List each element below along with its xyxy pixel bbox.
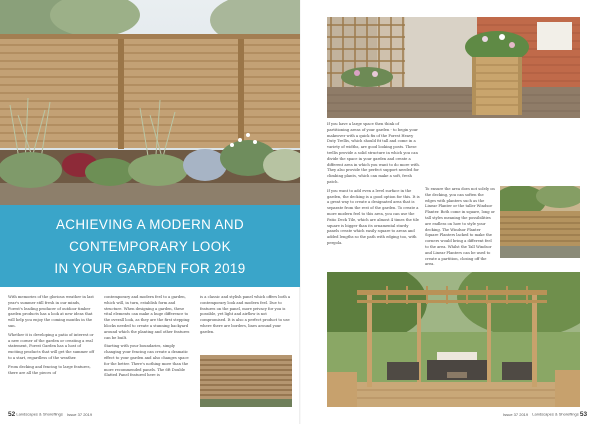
right-page-footer	[503, 411, 587, 418]
paragraph: If you want to add even a level surface in the garden, the decking is a good option for this. It is a great way to create a designated area that is separate from the rest of the garden. To create a more modern feel to this area, you can use the Patio Deck Tile, which are almost 4 times the tile square is bigger than its ornamental sturdy panels create which easily square to areas and added lengths so the path with edging too, with pergola.	[327, 188, 420, 245]
left-footer-magazine: Landscapes & Shoreflings	[16, 411, 63, 417]
left-article-column-3	[200, 295, 292, 339]
paragraph: To ensure the area does not solely on the decking, you can soften the edges with planters such as the Linear Planter or the taller Windsor Planter. Both come in square, long or tall styles meaning the possibilities are endless on how to style your decking. The Windsor Planter Square Planters lacked to make the corners would bring a different feel to the area. Whilst the Tall Windsor and Linear Planters can be used to create a partition, closing off the area.	[425, 187, 495, 267]
paragraph: With memories of the glorious weather in last year's summer still fresh in our minds, Forest's leading producer of outdoor timber garden products has a look at new ideas that will help you enjoy the coming months in the sun.	[8, 295, 94, 328]
headline-line-3: IN YOUR GARDEN FOR 2019	[54, 261, 246, 276]
headline-line-2: CONTEMPORARY LOOK	[69, 239, 231, 254]
paragraph: From decking and fencing to large features, there are all the pieces of	[8, 364, 91, 375]
paragraph: Starting with your boundaries, simply changing your fencing can create a dramatic effect to your garden and also changes space for the better. There's nothing more than the more recommended panels. The 6ft Double Slatted Panel featured here is	[104, 344, 189, 378]
slatted-panel-photo	[200, 355, 292, 407]
paragraph: is a classic and stylish panel which offers both a contemporary look and modern feel. Due to features on the panel, more privacy for you is possible, yet light and airflow is not compromised. It is also a perfect product to use where there are borders, lines around your garden.	[200, 295, 291, 334]
right-article-column-1	[327, 122, 421, 250]
hero-fence-garden-photo	[0, 0, 300, 205]
right-footer-magazine: Landscapes & Shoreflings	[532, 411, 579, 417]
left-article-column-1	[8, 295, 96, 379]
paragraph: If you have a large space then think of partitioning areas of your garden - to begin your makeover with a quick fix of the Forest Heavy Duty Trellis, which should fit tall and come in a variety of widths, are good looking posts. These trellis provide a solid structure in which you can divide the space in your garden and create a different area in which you want to do more with. They also provide the perfect support needed for climbing plants, which can make a soft, fresh patch.	[327, 122, 420, 184]
trellis-planter-photo	[327, 17, 580, 118]
planter-closeup-photo	[500, 186, 580, 258]
paragraph: Whether it is developing a patio of interest or a new corner of the garden or creating a real statement, Forest Garden has a host of exciting products that will get the summer off to a start, regardless of the weather.	[8, 332, 94, 360]
left-page-footer	[8, 411, 92, 418]
left-footer-issue: Issue 37 2019	[66, 411, 93, 417]
paragraph: contemporary and modern feel to a garden, which will, in turn, establish form and structure. When designing a garden, these vital elements can make a huge difference to the overall look, as they are the first stepping blocks needed to create a stunning backyard around which the planting and other features can be built.	[104, 295, 190, 340]
headline-line-1: ACHIEVING A MODERN AND	[55, 217, 245, 232]
headline-banner	[0, 205, 300, 287]
left-article-column-2	[104, 295, 192, 382]
right-page-number: 53	[579, 411, 588, 418]
right-article-column-2	[425, 187, 495, 271]
pergola-deck-photo	[327, 272, 580, 407]
left-page-number: 52	[8, 411, 16, 418]
right-footer-issue: Issue 37 2019	[503, 411, 529, 417]
